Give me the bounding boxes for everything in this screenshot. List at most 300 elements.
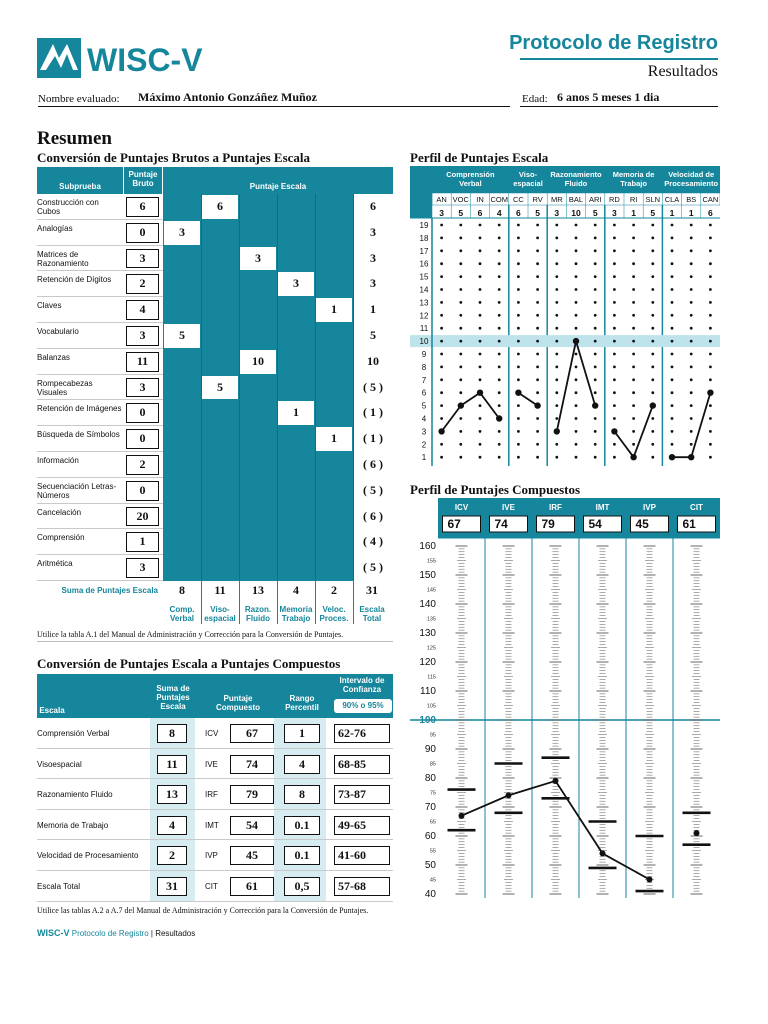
raw-score-box[interactable]: 3	[126, 378, 159, 398]
group-label: Comprensión	[446, 170, 495, 179]
composite-score-box[interactable]: 74	[230, 755, 274, 774]
y-tick: 50	[424, 860, 436, 871]
subtest-code: CLA	[664, 195, 680, 204]
subtest-label: Matrices de Razonamiento	[37, 249, 89, 268]
grid-dot	[632, 443, 635, 446]
grid-dot	[709, 353, 712, 356]
group-label: Memoria de	[612, 170, 655, 179]
subtest-value: 3	[439, 208, 444, 218]
composite-code: IVE	[502, 503, 515, 512]
composite-score-box[interactable]: 61	[230, 877, 274, 896]
raw-score-box[interactable]: 6	[126, 197, 159, 217]
grid-dot	[651, 301, 654, 304]
note-1: Utilice la tabla A.1 del Manual de Administración y Corrección para la Conversión de Puntajes.	[37, 630, 344, 639]
composite-value: 74	[494, 517, 508, 531]
grid-dot	[517, 275, 520, 278]
sum-box[interactable]: 13	[157, 785, 187, 804]
y-tick: 18	[419, 233, 429, 243]
grid-dot	[671, 353, 674, 356]
age-label: Edad:	[522, 93, 548, 105]
grid-dot	[690, 430, 693, 433]
grid-dot	[651, 417, 654, 420]
grid-dot	[594, 262, 597, 265]
footer-brand: WISC-V	[37, 928, 70, 938]
grid-dot	[555, 391, 558, 394]
total-value: 3	[370, 224, 376, 239]
composite-profile-chart	[410, 498, 720, 902]
grid-dot	[440, 391, 443, 394]
name-value: Máximo Antonio Gonzáñez Muñoz	[138, 90, 317, 104]
resumen-title: Resumen	[37, 128, 112, 149]
scaled-value: 1	[331, 302, 337, 317]
grid-dot	[498, 404, 501, 407]
profile-line	[442, 393, 500, 432]
composite-code: CIT	[205, 882, 218, 891]
grid-dot	[594, 391, 597, 394]
y-tick-minor: 65	[429, 819, 436, 826]
subtest-label: Vocabulario	[37, 327, 79, 336]
grid-dot	[479, 224, 482, 227]
sum-header: Escala Total	[359, 605, 385, 623]
grid-dot	[575, 430, 578, 433]
subtest-code: MR	[550, 195, 563, 204]
grid-dot	[555, 301, 558, 304]
subtest-value: 3	[554, 208, 560, 218]
profile-point	[477, 390, 483, 396]
group-label: Fluido	[564, 179, 588, 188]
composite-score-box[interactable]: 45	[230, 846, 274, 865]
subtest-code: ARI	[588, 195, 602, 204]
sum-box[interactable]: 8	[157, 724, 187, 743]
subtest-value: 1	[688, 208, 694, 218]
grid-dot	[479, 417, 482, 420]
grid-dot	[613, 314, 616, 317]
composite-label: Escala Total	[37, 882, 80, 891]
profile-line	[518, 393, 537, 406]
grid-dot	[440, 249, 443, 252]
composite-score-box[interactable]: 79	[230, 785, 274, 804]
y-tick: 14	[419, 285, 429, 295]
grid-dot	[440, 262, 443, 265]
grid-dot	[632, 314, 635, 317]
grid-dot	[517, 443, 520, 446]
grid-dot	[651, 262, 654, 265]
subtest-label: Comprensión	[37, 533, 85, 543]
grid-dot	[498, 262, 501, 265]
sum-box[interactable]: 2	[157, 846, 187, 865]
raw-score-box[interactable]: 11	[126, 352, 159, 372]
grid-dot	[555, 456, 558, 459]
grid-dot	[575, 314, 578, 317]
composite-point	[553, 778, 559, 784]
ci-box[interactable]: 68-85	[334, 755, 390, 774]
grid-dot	[517, 314, 520, 317]
raw-score-box[interactable]: 2	[126, 455, 159, 475]
total-value: 1	[370, 302, 376, 317]
grid-dot	[498, 314, 501, 317]
svg-text:WISC-V: WISC-V	[87, 42, 203, 78]
grid-dot	[651, 314, 654, 317]
grid-dot	[671, 327, 674, 330]
grid-dot	[555, 378, 558, 381]
grid-dot	[459, 288, 462, 291]
y-tick: 60	[424, 831, 436, 842]
total-value: 10	[367, 353, 379, 368]
grid-dot	[594, 288, 597, 291]
grid-dot	[536, 456, 539, 459]
grid-dot	[498, 366, 501, 369]
grid-dot	[479, 353, 482, 356]
grid-dot	[709, 456, 712, 459]
grid-dot	[459, 353, 462, 356]
grid-dot	[536, 327, 539, 330]
y-tick: 70	[424, 802, 436, 813]
grid-dot	[651, 340, 654, 343]
subtest-code: VOC	[452, 195, 469, 204]
subtest-code: CC	[512, 195, 524, 204]
grid-dot	[555, 327, 558, 330]
grid-dot	[613, 378, 616, 381]
profile-point	[611, 428, 617, 434]
grid-dot	[459, 417, 462, 420]
grid-dot	[479, 249, 482, 252]
grid-dot	[479, 288, 482, 291]
percentile-box[interactable]: 0.1	[284, 816, 320, 835]
raw-score-box[interactable]: 4	[126, 300, 159, 320]
grid-dot	[690, 353, 693, 356]
total-value: ( 6 )	[363, 508, 383, 523]
y-tick: 12	[419, 311, 429, 321]
grid-dot	[613, 327, 616, 330]
composite-code: IVP	[205, 851, 218, 861]
raw-score-box[interactable]: 0	[126, 429, 159, 449]
grid-dot	[671, 262, 674, 265]
subtest-value: 1	[669, 208, 675, 218]
wisc-logo-icon	[37, 36, 217, 80]
subtest-value: 4	[496, 208, 502, 218]
grid-dot	[632, 249, 635, 252]
grid-dot	[575, 366, 578, 369]
grid-dot	[555, 249, 558, 252]
ci-options-text: 90% o 95%	[342, 701, 384, 710]
grid-dot	[459, 262, 462, 265]
grid-dot	[498, 288, 501, 291]
ci-box[interactable]: 62-76	[334, 724, 390, 743]
composite-code: ICV	[205, 729, 219, 738]
sum-header: Comp. Verbal	[169, 605, 195, 623]
grid-dot	[517, 340, 520, 343]
grid-dot	[632, 237, 635, 240]
scaled-value: 3	[255, 250, 261, 265]
percentile-box[interactable]: 4	[284, 755, 320, 774]
comp-col-compuesto: Puntaje Compuesto	[216, 694, 260, 712]
grid-dot	[479, 443, 482, 446]
subtest-label: Construcción con Cubos	[37, 198, 99, 216]
grid-dot	[709, 288, 712, 291]
ci-box[interactable]: 57-68	[334, 877, 390, 896]
y-tick: 150	[419, 570, 436, 581]
grid-dot	[479, 456, 482, 459]
sum-value: 2	[331, 583, 337, 597]
raw-score-box[interactable]: 3	[126, 326, 159, 346]
grid-dot	[690, 224, 693, 227]
grid-dot	[536, 353, 539, 356]
grid-dot	[575, 404, 578, 407]
grid-dot	[440, 378, 443, 381]
grid-dot	[594, 340, 597, 343]
grid-dot	[459, 443, 462, 446]
comp-col-percentil: Rango Percentil	[285, 694, 319, 712]
total-value: 6	[370, 199, 376, 213]
grid-dot	[651, 237, 654, 240]
percentile-box[interactable]: 8	[284, 785, 320, 804]
y-tick-minor: 45	[429, 877, 436, 884]
composite-value: 79	[541, 517, 555, 531]
raw-score-box[interactable]: 2	[126, 274, 159, 294]
grid-dot	[671, 314, 674, 317]
composite-value: 54	[588, 517, 602, 531]
grid-dot	[690, 443, 693, 446]
grid-dot	[671, 249, 674, 252]
raw-score-box[interactable]: 1	[126, 532, 159, 552]
grid-dot	[575, 249, 578, 252]
total-value: ( 4 )	[363, 534, 383, 549]
grid-dot	[459, 237, 462, 240]
grid-dot	[632, 340, 635, 343]
grid-dot	[575, 378, 578, 381]
grid-dot	[440, 314, 443, 317]
grid-dot	[555, 366, 558, 369]
grid-dot	[555, 237, 558, 240]
subtest-code: RI	[629, 195, 638, 204]
grid-dot	[517, 353, 520, 356]
grid-dot	[651, 443, 654, 446]
grid-dot	[690, 327, 693, 330]
composite-value: 67	[447, 517, 461, 531]
y-tick-minor: 105	[426, 703, 436, 710]
grid-dot	[459, 340, 462, 343]
grid-dot	[671, 237, 674, 240]
scaled-value: 6	[217, 199, 223, 213]
grid-dot	[575, 262, 578, 265]
grid-dot	[459, 378, 462, 381]
composite-code: CIT	[690, 503, 703, 512]
grid-dot	[709, 237, 712, 240]
raw-score-box[interactable]: 20	[126, 507, 159, 527]
grid-dot	[459, 314, 462, 317]
sum-box[interactable]: 11	[157, 755, 187, 774]
grid-dot	[440, 224, 443, 227]
total-value: ( 5 )	[363, 482, 383, 497]
raw-score-box[interactable]: 0	[126, 481, 159, 501]
grid-dot	[594, 237, 597, 240]
grid-dot	[651, 430, 654, 433]
y-tick: 17	[419, 246, 429, 256]
group-label: Razonamiento	[550, 170, 602, 179]
raw-score-box[interactable]: 3	[126, 249, 159, 269]
grid-dot	[440, 340, 443, 343]
grid-dot	[671, 391, 674, 394]
grid-dot	[709, 404, 712, 407]
grid-dot	[536, 340, 539, 343]
subtest-value: 10	[571, 208, 581, 218]
sum-value: 4	[293, 583, 299, 597]
grid-dot	[459, 224, 462, 227]
sum-value: 31	[366, 583, 378, 597]
raw-score-box[interactable]: 3	[126, 558, 159, 578]
y-tick: 13	[419, 298, 429, 308]
grid-dot	[479, 340, 482, 343]
raw-score-box[interactable]: 0	[126, 223, 159, 243]
grid-dot	[536, 366, 539, 369]
group-label: Trabajo	[620, 179, 647, 188]
grid-dot	[440, 443, 443, 446]
group-label: espacial	[513, 179, 543, 188]
grid-dot	[594, 275, 597, 278]
grid-dot	[651, 378, 654, 381]
grid-dot	[690, 237, 693, 240]
sum-box[interactable]: 31	[157, 877, 187, 896]
profile-point	[496, 415, 502, 421]
grid-dot	[555, 353, 558, 356]
ci-box[interactable]: 41-60	[334, 846, 390, 865]
grid-dot	[479, 327, 482, 330]
grid-dot	[632, 275, 635, 278]
total-value: ( 6 )	[363, 457, 383, 471]
sum-box[interactable]: 4	[157, 816, 187, 835]
grid-dot	[613, 404, 616, 407]
total-value: 5	[370, 328, 376, 342]
subtest-value: 5	[592, 208, 598, 218]
y-tick: 100	[419, 715, 436, 726]
subtest-label: Búsqueda de Símbolos	[37, 430, 120, 440]
grid-dot	[498, 456, 501, 459]
grid-dot	[632, 353, 635, 356]
grid-dot	[517, 249, 520, 252]
total-value: ( 5 )	[363, 379, 383, 394]
grid-dot	[498, 224, 501, 227]
y-tick-minor: 95	[429, 732, 436, 739]
subtest-value: 6	[708, 208, 713, 218]
profile-point	[688, 454, 694, 460]
grid-dot	[498, 353, 501, 356]
grid-dot	[517, 301, 520, 304]
grid-dot	[555, 340, 558, 343]
subtest-value: 1	[631, 208, 636, 218]
grid-dot	[536, 224, 539, 227]
grid-dot	[709, 417, 712, 420]
scaled-value: 10	[252, 353, 264, 368]
y-tick: 80	[424, 773, 436, 784]
grid-dot	[517, 237, 520, 240]
percentile-box[interactable]: 0.1	[284, 846, 320, 865]
y-tick-minor: 115	[427, 674, 436, 681]
y-tick: 2	[421, 440, 427, 450]
sum-header: Viso- espacial	[204, 605, 236, 623]
ci-box[interactable]: 73-87	[334, 785, 390, 804]
grid-dot	[709, 314, 712, 317]
grid-dot	[575, 443, 578, 446]
grid-dot	[613, 237, 616, 240]
grid-dot	[575, 275, 578, 278]
grid-dot	[536, 288, 539, 291]
composite-point	[647, 877, 653, 883]
grid-dot	[709, 366, 712, 369]
grid-dot	[459, 430, 462, 433]
grid-dot	[651, 456, 654, 459]
percentile-box[interactable]: 1	[284, 724, 320, 743]
ci-box[interactable]: 49-65	[334, 816, 390, 835]
grid-dot	[594, 353, 597, 356]
subtest-label: Secuenciación Letras-Números	[37, 481, 117, 500]
grid-dot	[651, 288, 654, 291]
composite-score-box[interactable]: 67	[230, 724, 274, 743]
subtest-code: SLN	[645, 195, 661, 204]
y-tick: 140	[419, 599, 436, 610]
profile-point	[458, 402, 464, 408]
y-tick: 130	[419, 628, 436, 639]
grid-dot	[479, 430, 482, 433]
grid-dot	[555, 443, 558, 446]
grid-dot	[555, 224, 558, 227]
y-tick-minor: 155	[426, 558, 436, 565]
composite-code: ICV	[454, 503, 469, 512]
total-value: 3	[370, 276, 376, 291]
page-subtitle: Resultados	[647, 63, 718, 80]
grid-dot	[651, 366, 654, 369]
composite-point	[600, 850, 606, 856]
subtest-label: Retención de Dígitos	[37, 275, 112, 285]
grid-dot	[498, 327, 501, 330]
y-tick: 10	[419, 337, 429, 347]
grid-dot	[517, 327, 520, 330]
profile-scaled-title: Perfil de Puntajes Escala	[410, 150, 549, 165]
grid-dot	[671, 443, 674, 446]
sum-value: 11	[214, 583, 226, 597]
raw-score-box[interactable]: 0	[126, 403, 159, 423]
composite-score-box[interactable]: 54	[230, 816, 274, 835]
profile-point	[592, 402, 598, 408]
y-tick: 4	[421, 414, 427, 424]
section1-title: Conversión de Puntajes Brutos a Puntajes Escala	[37, 150, 311, 165]
grid-dot	[440, 366, 443, 369]
sum-value: 8	[179, 583, 185, 597]
subtest-label: Rompecabezas Visuales	[37, 378, 93, 397]
grid-dot	[536, 275, 539, 278]
grid-dot	[594, 249, 597, 252]
grid-dot	[498, 391, 501, 394]
note-2: Utilice las tablas A.2 a A.7 del Manual de Administración y Corrección para la Conversión de Puntajes.	[37, 906, 369, 915]
profile-point	[438, 428, 444, 434]
y-tick-minor: 85	[429, 761, 436, 768]
grid-dot	[709, 262, 712, 265]
grid-dot	[575, 417, 578, 420]
grid-dot	[632, 288, 635, 291]
total-value: ( 1 )	[363, 405, 383, 420]
grid-dot	[536, 430, 539, 433]
grid-dot	[613, 249, 616, 252]
percentile-box[interactable]: 0,5	[284, 877, 320, 896]
composite-label: Visoespacial	[37, 759, 82, 769]
y-tick: 16	[419, 259, 429, 269]
grid-dot	[479, 366, 482, 369]
group-label: Verbal	[459, 179, 482, 188]
grid-dot	[671, 378, 674, 381]
subtest-code: BS	[686, 195, 697, 204]
subtest-value: 6	[516, 208, 521, 218]
grid-dot	[613, 275, 616, 278]
grid-dot	[613, 288, 616, 291]
